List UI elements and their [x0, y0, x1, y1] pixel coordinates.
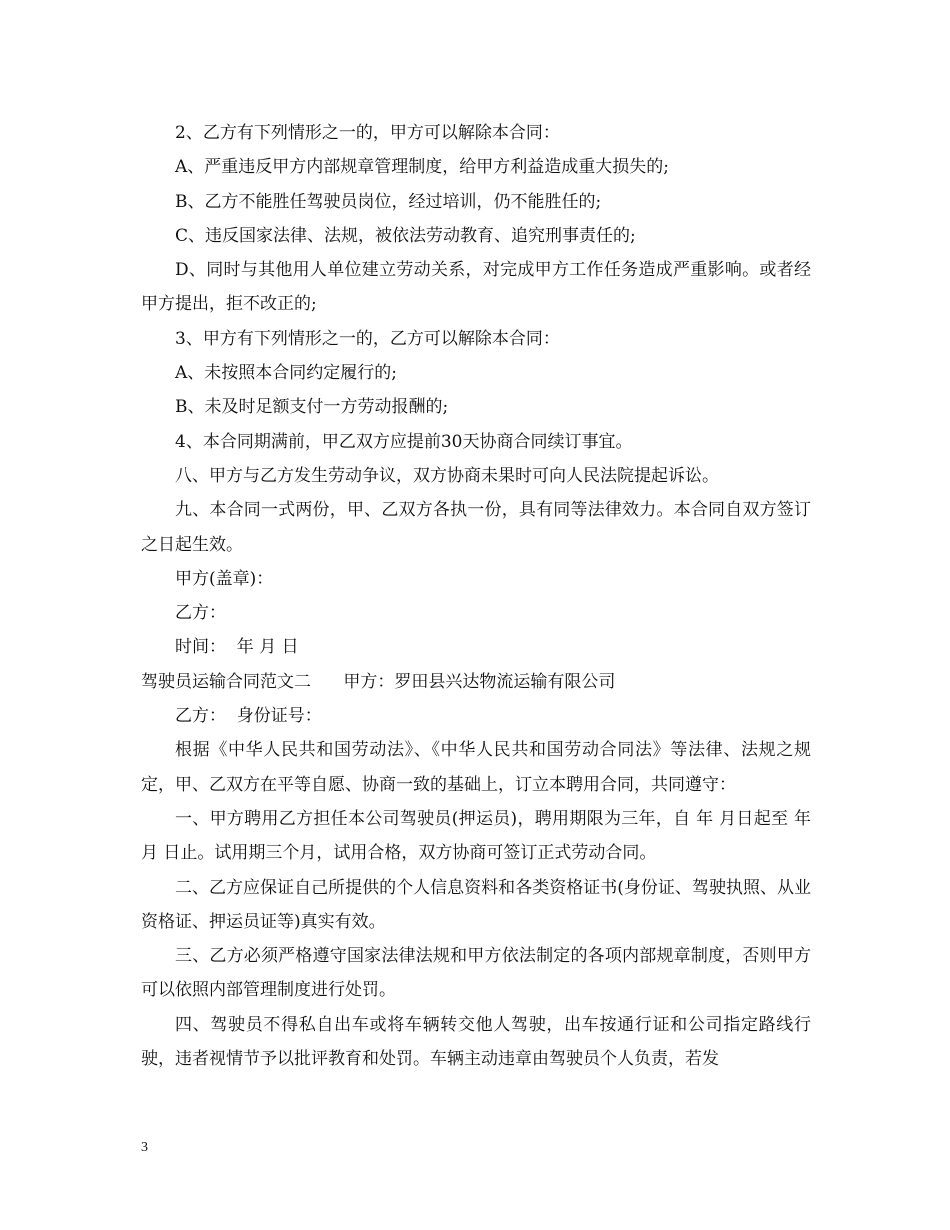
paragraph: A、未按照本合同约定履行的; — [175, 363, 398, 384]
paragraph: C、违反国家法律、法规，被依法劳动教育、追究刑事责任的; — [175, 225, 636, 246]
paragraph: 二、乙方应保证自己所提供的个人信息资料和各类资格证书(身份证、驾驶执照、从业资格证、押运员证等)真实有效。 — [141, 877, 811, 932]
paragraph: 四、驾驶员不得私自出车或将车辆转交他人驾驶，出车按通行证和公司指定路线行驶，违者视情节予以批评教育和处罚。车辆主动违章由驾驶员个人负责，若发 — [141, 1014, 811, 1070]
paragraph: 3、甲方有下列情形之一的，乙方可以解除本合同： — [175, 328, 560, 349]
page-number: 3 — [141, 1140, 148, 1155]
paragraph: B、未及时足额支付一方劳动报酬的; — [175, 397, 449, 418]
signature-party-a: 甲方(盖章)： — [175, 568, 274, 589]
document-body — [141, 116, 811, 1076]
paragraph: A、严重违反甲方内部规章管理制度，给甲方利益造成重大损失的; — [175, 157, 670, 178]
paragraph: 2、乙方有下列情形之一的，甲方可以解除本合同： — [175, 123, 560, 143]
signature-party-b: 乙方： — [175, 603, 226, 624]
paragraph: D、同时与其他用人单位建立劳动关系，对完成甲方工作任务造成严重影响。或者经甲方提出，拒不改正的; — [141, 260, 811, 315]
paragraph: 根据《中华人民共和国劳动法》、《中华人民共和国劳动合同法》等法律、法规之规定，甲、乙双方在平等自愿、协商一致的基础上，订立本聘用合同，共同遵守： — [141, 740, 811, 795]
section-heading: 驾驶员运输合同范文二 甲方：罗田县兴达物流运输有限公司 — [141, 671, 616, 692]
paragraph: 一、甲方聘用乙方担任本公司驾驶员(押运员)，聘用期限为三年，自 年 月日起至 年 月 日止。试用期三个月，试用合格，双方协商可签订正式劳动合同。 — [141, 808, 811, 864]
party-b-id-line: 乙方： 身份证号： — [175, 706, 322, 727]
paragraph: 八、甲方与乙方发生劳动争议，双方协商未果时可向人民法院提起诉讼。 — [175, 465, 719, 486]
paragraph: B、乙方不能胜任驾驶员岗位，经过培训，仍不能胜任的; — [175, 191, 602, 212]
paragraph: 九、本合同一式两份，甲、乙双方各执一份，具有同等法律效力。本合同自双方签订之日起生效。 — [141, 500, 811, 555]
paragraph: 三、乙方必须严格遵守国家法律法规和甲方依法制定的各项内部规章制度，否则甲方可以依照内部管理制度进行处罚。 — [141, 946, 811, 1001]
signature-date: 时间： 年 月 日 — [175, 637, 299, 658]
paragraph: 4、本合同期满前，甲乙双方应提前30天协商合同续订事宜。 — [175, 431, 633, 452]
